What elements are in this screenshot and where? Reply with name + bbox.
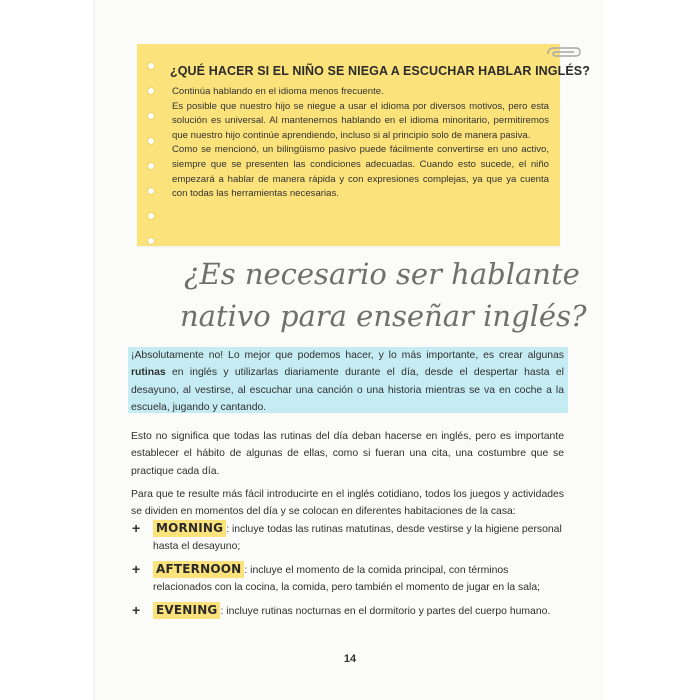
list-item-text: : incluye rutinas nocturnas en el dormitorio y partes del cuerpo humano. bbox=[220, 606, 551, 617]
note-line-1: Continúa hablando en el idioma menos frecuente. bbox=[172, 86, 384, 97]
list-item bbox=[131, 561, 566, 596]
plus-icon: + bbox=[132, 602, 141, 618]
plus-icon: + bbox=[132, 561, 141, 577]
highlight-part-2: en inglés y utilizarlas diariamente durante el día, desde el despertar hasta el desayuno, al vestirse, al escuchar una canción o una historia mientras se va en coche a la escuela, jugando y cantando. bbox=[131, 367, 564, 414]
plus-icon: + bbox=[132, 520, 141, 536]
highlighted-paragraph bbox=[131, 347, 564, 417]
hole-icon bbox=[147, 87, 155, 95]
tag-evening: EVENING bbox=[153, 602, 220, 619]
list-item bbox=[131, 520, 566, 555]
paragraph-2: Esto no significa que todas las rutinas del día deban hacerse en inglés, pero es importante establecer el hábito de algunas de ellas, como si fueran una cita, una costumbre que se practique cada día. bbox=[131, 431, 564, 477]
tag-morning: MORNING bbox=[153, 520, 226, 537]
tip-note-card bbox=[137, 44, 590, 246]
hole-icon bbox=[147, 187, 155, 195]
hole-icon bbox=[147, 112, 155, 120]
notebook-holes bbox=[147, 62, 155, 262]
list-item-text: : incluye todas las rutinas matutinas, desde vestirse y la higiene personal hasta el desayuno; bbox=[153, 524, 562, 552]
hole-icon bbox=[147, 137, 155, 145]
hole-icon bbox=[147, 62, 155, 70]
note-paragraph-2: Como se mencionó, un bilingüismo pasivo puede fácilmente convertirse en uno activo, siempre que se presenten las condiciones adecuadas. Cuando esto sucede, el niño empezará a hablar de manera rápida y con expresiones complejas, ya que ya cuenta con todas las herramientas necesarias. bbox=[172, 144, 549, 200]
tag-afternoon: AFTERNOON bbox=[153, 561, 244, 578]
heading-line-1: ¿Es necesario ser hablante bbox=[184, 257, 580, 291]
note-body bbox=[172, 85, 549, 202]
page-number: 14 bbox=[343, 653, 357, 665]
heading-line-2: nativo para enseñar inglés? bbox=[180, 299, 587, 333]
paragraph-3: Para que te resulte más fácil introducirte en el inglés cotidiano, todos los juegos y actividades se dividen en momentos del día y se colocan en diferentes habitaciones de la casa: bbox=[131, 489, 564, 518]
note-paragraph-1: Es posible que nuestro hijo se niegue a usar el idioma por diversos motivos, pero esta solución es universal. Al mantenernos hablando en el idioma minoritario, permitiremos que nuestro hijo continúe aprendiendo, incluso si al principio solo de manera pasiva. bbox=[172, 100, 549, 141]
highlight-part-1: ¡Absolutamente no! Lo mejor que podemos hacer, y lo más importante, es crear algunas bbox=[131, 350, 564, 361]
list-item bbox=[131, 602, 566, 620]
hole-icon bbox=[147, 237, 155, 245]
paperclip-icon bbox=[544, 45, 582, 63]
hole-icon bbox=[147, 212, 155, 220]
list-item-text: : incluye el momento de la comida principal, con términos relacionados con la cocina, la comida, pero también el momento de jugar en la sala; bbox=[153, 565, 540, 593]
hole-icon bbox=[147, 162, 155, 170]
note-title: ¿QUÉ HACER SI EL NIÑO SE NIEGA A ESCUCHAR HABLAR INGLÉS? bbox=[170, 64, 590, 78]
moments-list bbox=[131, 520, 566, 626]
section-heading bbox=[180, 253, 587, 337]
highlight-bold-word: rutinas bbox=[131, 367, 166, 379]
